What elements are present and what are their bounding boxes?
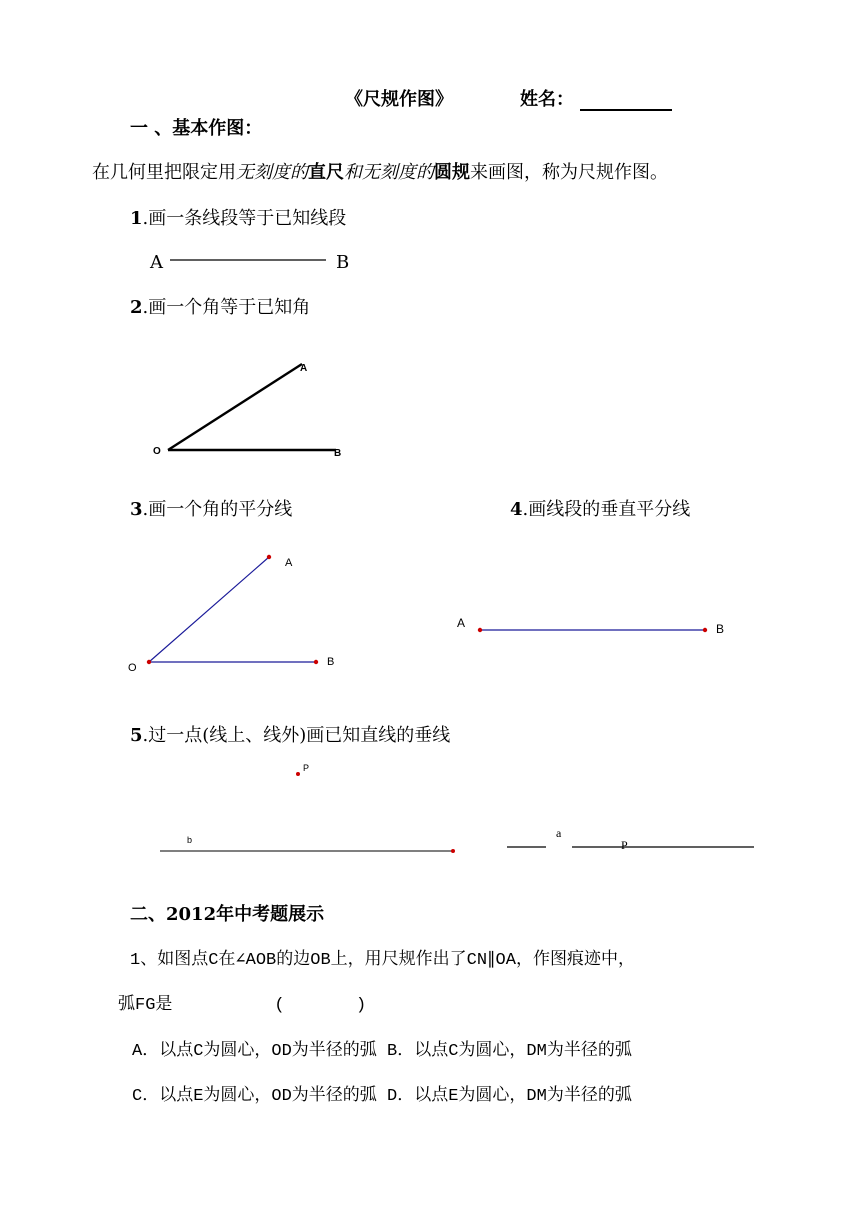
fig2-label-o: O (153, 446, 161, 457)
intro-text-2: 无刻度的 (236, 162, 308, 183)
question-1-options-ab: A．以点C为圆心，OD为半径的弧 B．以点C为圆心，DM为半径的弧 (132, 1042, 632, 1061)
item-1-label: 1.画一条线段等于已知线段 (130, 208, 347, 229)
section-2-heading: 二、2012年中考题展示 (130, 904, 325, 925)
fig3-point-b (314, 660, 318, 664)
fig3-point-a (267, 555, 271, 559)
fig3-ray-oa (149, 557, 269, 662)
fig4-label-b: B (716, 622, 725, 636)
fig2-label-b: B (334, 448, 342, 459)
item-3-label: 3.画一个角的平分线 (130, 499, 293, 520)
fig5-point-p (296, 772, 300, 776)
fig5b-label-a: a (556, 826, 562, 840)
item-5-label: 5.过一点(线上、线外)画已知直线的垂线 (130, 725, 451, 746)
fig4-point-b (703, 628, 707, 632)
fig1-label-a: A (150, 252, 163, 273)
intro-text-5: 圆规 (434, 162, 470, 183)
fig2-label-a: A (300, 363, 308, 374)
fig3-label-o: O (128, 662, 137, 674)
question-1-line-1: 1、如图点C在∠AOB的边OB上，用尺规作出了CN∥OA，作图痕迹中， (130, 951, 635, 970)
intro-text-6: 来画图，称为尺规作图。 (470, 162, 668, 183)
intro-text-4: 和无刻度的 (344, 162, 434, 183)
fig5-outside-point (160, 763, 455, 853)
fig3-label-b: B (327, 656, 335, 668)
fig3-label-a: A (285, 557, 293, 569)
fig3-point-o (147, 660, 151, 664)
fig5-label-b: b (187, 835, 193, 845)
fig5-label-p: P (303, 763, 310, 773)
question-1-options-cd: C．以点E为圆心，OD为半径的弧 D．以点E为圆心，DM为半径的弧 (132, 1087, 632, 1106)
intro-text-3: 直尺 (308, 162, 344, 183)
fig5-line-end-point (451, 849, 455, 853)
fig2-ray-oa (168, 364, 302, 450)
name-label: 姓名： (520, 89, 574, 110)
item-2-label: 2.画一个角等于已知角 (130, 297, 311, 318)
fig2-angle (153, 363, 341, 459)
fig5b-label-p: P (621, 838, 628, 852)
section-1-heading: 一 、基本作图： (130, 118, 263, 139)
fig4-label-a: A (457, 616, 466, 630)
fig5-on-line-point (507, 826, 754, 852)
fig4-point-a (478, 628, 482, 632)
fig4-segment (457, 616, 724, 636)
fig3-angle (128, 555, 334, 674)
item-4-label: 4.画线段的垂直平分线 (510, 499, 691, 520)
question-1-line-2: 弧FG是 ( ) (118, 996, 367, 1015)
intro-text-1: 在几何里把限定用 (92, 162, 236, 183)
fig1-label-b: B (336, 252, 350, 273)
page-title: 《尺规作图》 (345, 89, 453, 110)
